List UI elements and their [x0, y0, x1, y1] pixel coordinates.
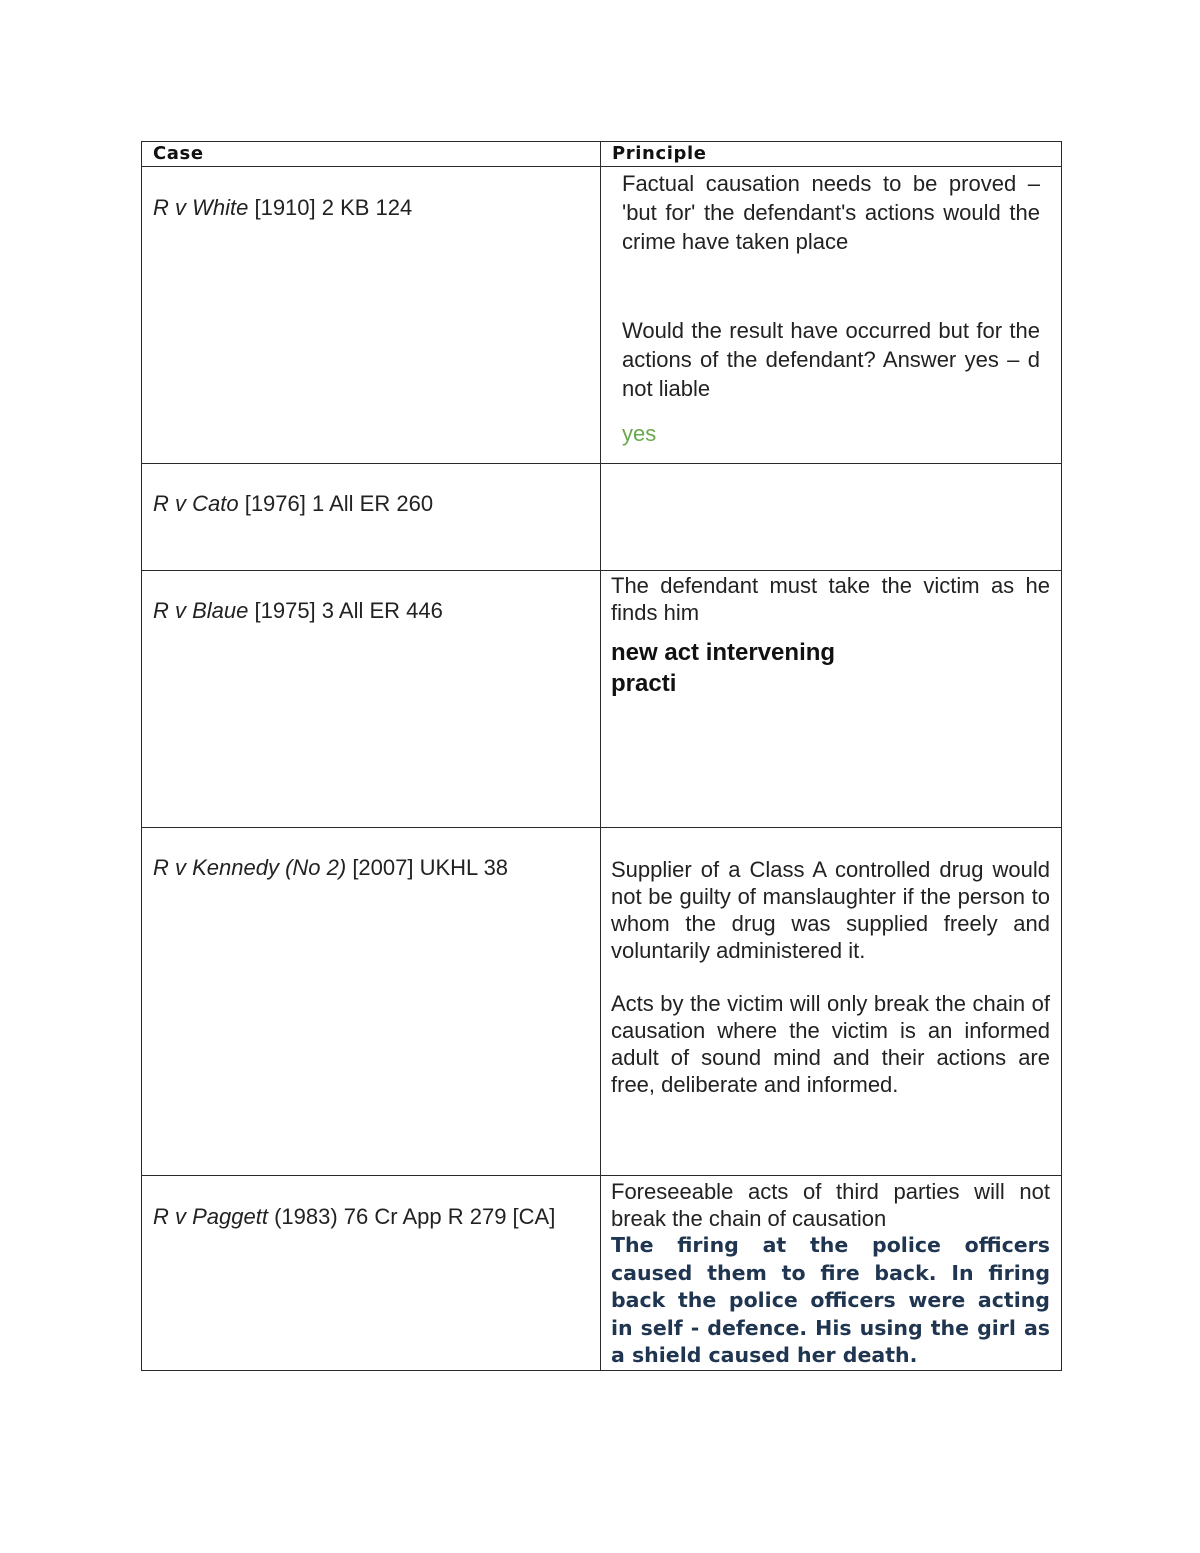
principle-cell: [601, 828, 1062, 1176]
table-header-row: [142, 142, 1062, 167]
table-row: [142, 1176, 1062, 1371]
case-citation: [1976] 1 All ER 260: [238, 491, 434, 516]
case-name: R v Paggett: [153, 1204, 268, 1229]
principle-text: Supplier of a Class A controlled drug would not be guilty of manslaughter if the person to whom the drug was supplied freely and voluntarily administered it.: [611, 857, 1050, 963]
principle-text: Acts by the victim will only break the chain of causation where the victim is an informed adult of sound mind and their actions are free, deliberate and informed.: [611, 991, 1050, 1097]
case-cell: [142, 464, 601, 571]
case-principle-table: [141, 141, 1062, 1371]
case-citation: [1975] 3 All ER 446: [248, 598, 443, 623]
principle-cell: [601, 464, 1062, 571]
principle-note: practi: [611, 670, 677, 697]
case-name: R v Blaue: [153, 598, 249, 623]
case-name: R v Cato: [153, 491, 239, 516]
case-cell: [142, 1176, 601, 1371]
principle-text: Would the result have occurred but for the actions of the defendant? Answer yes – d not liable: [622, 318, 1040, 401]
principle-cell: [601, 1176, 1062, 1371]
header-case: Case: [142, 142, 601, 167]
case-citation: (1983) 76 Cr App R 279 [CA]: [267, 1204, 556, 1229]
principle-text: Factual causation needs to be proved – 'but for' the defendant's actions would the crime have taken place: [622, 171, 1040, 254]
case-cell: [142, 571, 601, 828]
table-row: [142, 464, 1062, 571]
case-citation: [2007] UKHL 38: [346, 855, 509, 880]
principle-cell: [601, 571, 1062, 828]
header-principle: Principle: [601, 142, 1062, 167]
case-name: R v White: [153, 195, 249, 220]
principle-text: Foreseeable acts of third parties will not break the chain of causation: [611, 1179, 1050, 1231]
case-name: R v Kennedy (No 2): [153, 855, 347, 880]
principle-text: The defendant must take the victim as he finds him: [611, 573, 1050, 625]
case-cell: [142, 167, 601, 464]
principle-note: The firing at the police officers caused them to fire back. In firing back the police officers were acting in self - defence. His using the girl as a shield caused her death.: [611, 1233, 1050, 1367]
case-cell: [142, 828, 601, 1176]
principle-note: yes: [622, 421, 657, 446]
principle-note: new act intervening: [611, 639, 836, 666]
table-row: [142, 167, 1062, 464]
case-citation: [1910] 2 KB 124: [248, 195, 413, 220]
table-row: [142, 571, 1062, 828]
principle-cell: [601, 167, 1062, 464]
table-row: [142, 828, 1062, 1176]
